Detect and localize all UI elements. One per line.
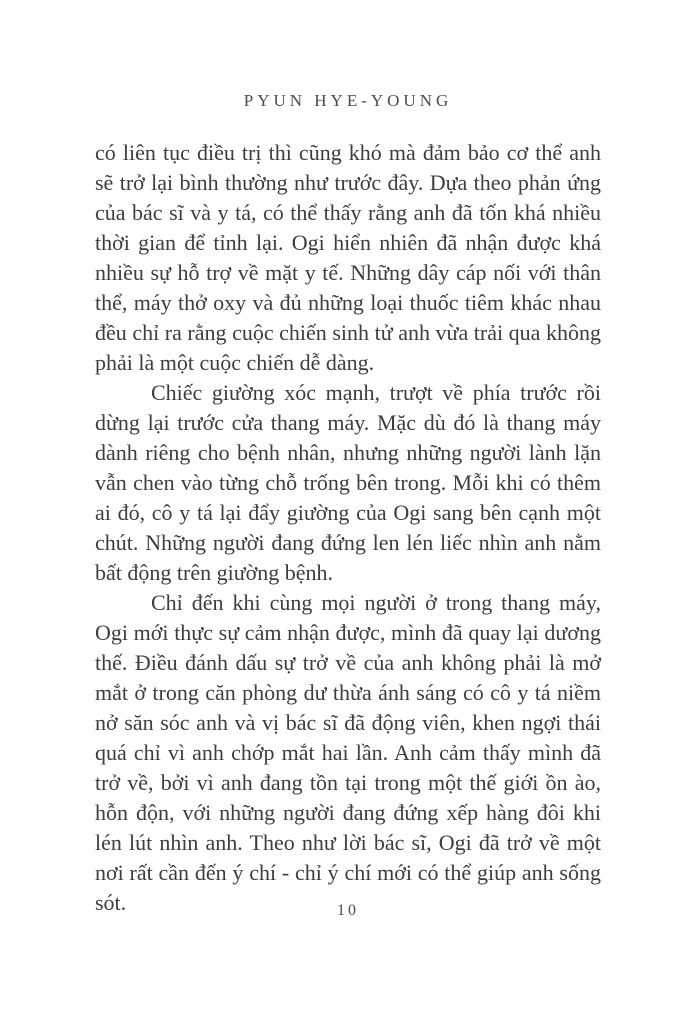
paragraph-3: Chỉ đến khi cùng mọi người ở trong thang máy, Ogi mới thực sự cảm nhận được, mình đã quay lại dương thế. Điều đánh dấu sự trở về của anh không phải là mở mắt ở trong căn phòng dư thừa ánh sáng có cô y tá niềm nở săn sóc anh và vị bác sĩ đã động viên, khen ngợi thái quá chỉ vì anh chớp mắt hai lần. Anh cảm thấy mình đã trở về, bởi vì anh đang tồn tại trong một thế giới ồn ào, hỗn độn, với những người đang đứng xếp hàng đôi khi lén lút nhìn anh. Theo như lời bác sĩ, Ogi đã trở về một nơi rất cần đến ý chí - chỉ ý chí mới có thể giúp anh sống sót. [95,590,601,915]
running-header [0,91,696,111]
paragraph-2: Chiếc giường xóc mạnh, trượt về phía trước rồi dừng lại trước cửa thang máy. Mặc dù đó là thang máy dành riêng cho bệnh nhân, nhưng những người lành lặn vẫn chen vào từng chỗ trống bên trong. Mỗi khi có thêm ai đó, cô y tá lại đẩy giường của Ogi sang bên cạnh một chút. Những người đang đứng len lén liếc nhìn anh nằm bất động trên giường bệnh. [95,380,601,585]
page-body [95,138,601,918]
page-footer [0,902,696,920]
page-number: 10 [337,902,359,919]
paragraph-1: có liên tục điều trị thì cũng khó mà đảm bảo cơ thể anh sẽ trở lại bình thường như trước đây. Dựa theo phản ứng của bác sĩ và y tá, có thể thấy rằng anh đã tốn khá nhiều thời gian để tỉnh lại. Ogi hiển nhiên đã nhận được khá nhiều sự hỗ trợ về mặt y tế. Những dây cáp nối với thân thể, máy thở oxy và đủ những loại thuốc tiêm khác nhau đều chỉ ra rằng cuộc chiến sinh tử anh vừa trải qua không phải là một cuộc chiến dễ dàng. [95,140,601,375]
author-name: PYUN HYE-YOUNG [243,91,453,110]
